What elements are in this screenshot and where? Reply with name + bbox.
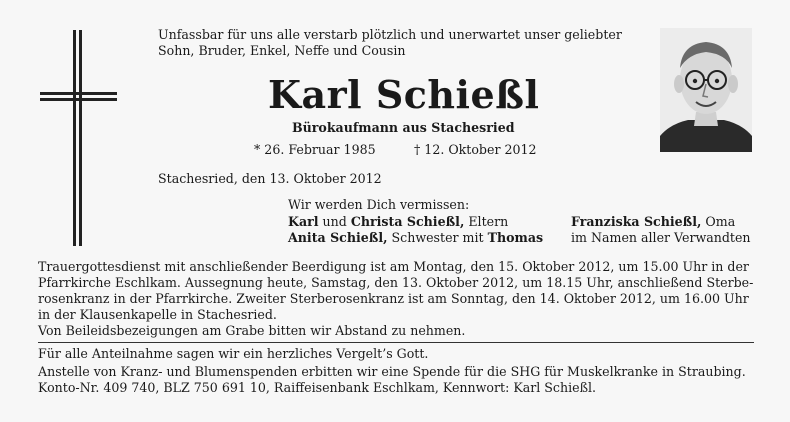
service-line-4: in der Klausenkapelle in Stachesried.: [38, 307, 277, 322]
mourner-line-1: [288, 214, 508, 230]
donation-line-1: Anstelle von Kranz- und Blumenspenden erbitten wir eine Spende für die SHG für Muskelkranke in Straubing.: [38, 364, 746, 379]
portrait-photo: [660, 28, 752, 152]
mourner-name: Thomas: [487, 230, 544, 245]
mourner-relation: im Namen aller Verwandten: [571, 230, 751, 245]
birth-date: * 26. Februar 1985: [254, 142, 376, 157]
mourner-name: Franziska Schießl,: [571, 214, 702, 229]
service-line-2: Pfarrkirche Eschlkam. Aussegnung heute, Samstag, den 13. Oktober 2012, um 18.15 Uhr, anschließend Sterbe-: [38, 275, 754, 290]
mourner-name: Christa Schießl,: [350, 214, 465, 229]
divider: [38, 342, 754, 343]
thanks-line: Für alle Anteilnahme sagen wir ein herzliches Vergelt’s Gott.: [38, 346, 429, 361]
mourner-right-2: [571, 230, 751, 246]
mourner-text: und: [318, 214, 351, 229]
deceased-occupation: Bürokaufmann aus Stachesried: [292, 120, 515, 135]
mourner-name: Karl: [288, 214, 319, 229]
mourner-text: Schwester mit: [387, 230, 488, 245]
mourners-heading: Wir werden Dich vermissen:: [288, 197, 470, 212]
donation-line-2: Konto-Nr. 409 740, BLZ 750 691 10, Raiffeisenbank Eschlkam, Kennwort: Karl Schießl.: [38, 380, 597, 395]
death-date: † 12. Oktober 2012: [414, 142, 537, 157]
deceased-name: Karl Schießl: [268, 72, 540, 117]
intro-line-1: Unfassbar für uns alle verstarb plötzlich und unerwartet unser geliebter: [158, 27, 622, 42]
service-line-3: rosenkranz in der Pfarrkirche. Zweiter Sterberosenkranz ist am Sonntag, den 14. Oktober 2012, um 16.00 Uhr: [38, 291, 749, 306]
mourner-name: Anita Schießl,: [288, 230, 388, 245]
mourner-relation: Eltern: [464, 214, 509, 229]
mourner-line-2: [288, 230, 543, 246]
place-date: Stachesried, den 13. Oktober 2012: [158, 171, 382, 186]
mourner-relation: Oma: [701, 214, 736, 229]
mourner-right-1: [571, 214, 735, 230]
intro-line-2: Sohn, Bruder, Enkel, Neffe und Cousin: [158, 43, 406, 58]
condolence-note: Von Beileidsbezeigungen am Grabe bitten wir Abstand zu nehmen.: [38, 323, 466, 338]
service-line-1: Trauergottesdienst mit anschließender Beerdigung ist am Montag, den 15. Oktober 2012, um 15.00 Uhr in der: [38, 259, 749, 274]
